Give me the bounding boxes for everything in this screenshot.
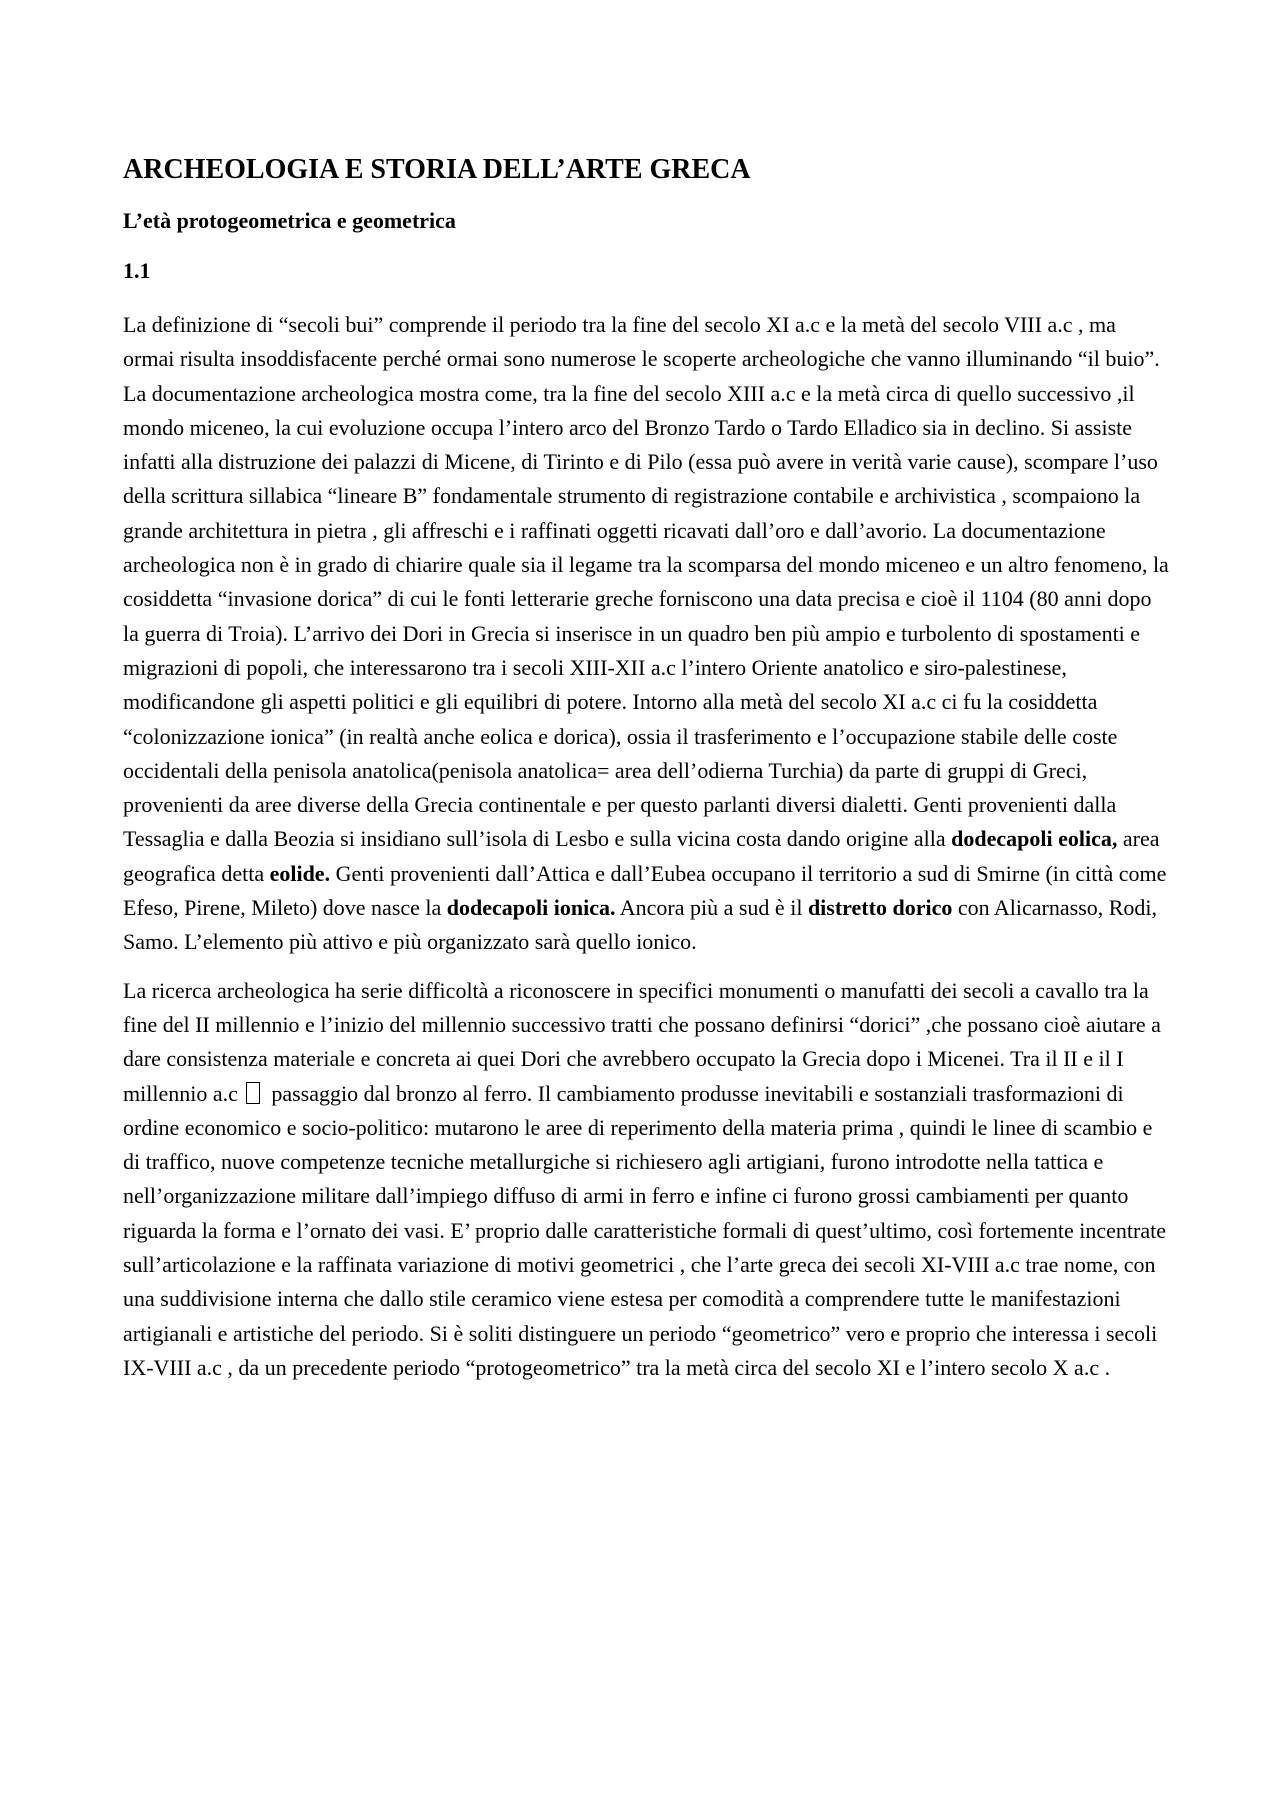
paragraph-1 <box>123 308 1169 960</box>
document-page <box>123 150 1169 1399</box>
paragraph-1-text-1: La definizione di “secoli bui” comprende il periodo tra la fine del secolo XI a.c e la metà del secolo VIII a.c , ma ormai risulta insoddisfacente perché ormai sono numerose le scoperte archeologiche che vanno illuminando “il buio”. La documentazione archeologica mostra come, tra la fine del secolo XIII a.c e la metà circa di quello successivo ,il mondo miceneo, la cui evoluzione occupa l’intero arco del Bronzo Tardo o Tardo Elladico sia in declino. Si assiste infatti alla distruzione dei palazzi di Micene, di Tirinto e di Pilo (essa può avere in verità varie cause), scompare l’uso della scrittura sillabica “lineare B” fondamentale strumento di registrazione contabile e archivistica , scompaiono la grande architettura in pietra , gli affreschi e i raffinati oggetti ricavati dall’oro e dall’avorio. La documentazione archeologica non è in grado di chiarire quale sia il legame tra la scomparsa del mondo miceneo e un altro fenomeno, la cosiddetta “invasione dorica” di cui le fonti letterarie greche forniscono una data precisa e cioè il 1104 (80 anni dopo la guerra di Troia). L’arrivo dei Dori in Grecia si inserisce in un quadro ben più ampio e turbolento di spostamenti e migrazioni di popoli, che interessarono tra i secoli XIII-XII a.c l’intero Oriente anatolico e siro-palestinese, modificandone gli aspetti politici e gli equilibri di potere. Intorno alla metà del secolo XI a.c ci fu la cosiddetta “colonizzazione ionica” (in realtà anche eolica e dorica), ossia il trasferimento e l’occupazione stabile delle coste occidentali della penisola anatolica(penisola anatolica= area dell’odierna Turchia) da parte di gruppi di Greci, provenienti da aree diverse della Grecia continentale e per questo parlanti diversi dialetti. Genti provenienti dalla Tessaglia e dalla Beozia si insidiano sull’isola di Lesbo e sulla vicina costa dando origine alla <box>123 312 1169 852</box>
paragraph-1-text-4: Ancora più a sud è il <box>615 895 808 921</box>
section-number: 1.1 <box>123 258 151 283</box>
paragraph-2-text-1: La ricerca archeologica ha serie difficoltà a riconoscere in specifici monumenti o manufatti dei secoli a cavallo tra la fine del II millennio e l’inizio del millennio successivo tratti che possano definirsi “dorici” ,che possano cioè aiutare a dare consistenza materiale e concreta ai quei Dori che avrebbero occupato la Grecia dopo i Micenei. Tra il II e il I millennio a.c <box>123 977 1161 1106</box>
paragraph-2 <box>123 974 1169 1386</box>
document-title: ARCHEOLOGIA E STORIA DELL’ARTE GRECA <box>123 154 751 185</box>
term-dodecapoli-eolica: dodecapoli eolica, <box>951 826 1118 852</box>
paragraph-1-text-3: Genti provenienti dall’Attica e dall’Eubea occupano il territorio a sud di Smirne (in città come Efeso, Pirene, Mileto) dove nasce la <box>123 860 1167 921</box>
term-dodecapoli-ionica: dodecapoli ionica. <box>446 895 616 921</box>
paragraph-1-text-2: area geografica detta <box>123 826 1160 886</box>
paragraph-2-text-2: passaggio dal bronzo al ferro. Il cambiamento produsse inevitabili e sostanziali trasformazioni di ordine economico e socio-politico: mutarono le aree di reperimento della materia prima , quindi le linee di scambio e di traffico, nuove competenze tecniche metallurgiche si richiesero agli artigiani, furono introdotte nella tattica e nell’organizzazione militare dall’impiego diffuso di armi in ferro e infine ci furono grossi cambiamenti per quanto riguarda la forma e l’ornato dei vasi. E’ proprio dalle caratteristiche formali di quest’ultimo, così fortemente incentrate sull’articolazione e la raffinata variazione di motivi geometrici , che l’arte greca dei secoli XI-VIII a.c trae nome, con una suddivisione interna che dallo stile ceramico viene estesa per comodità a comprendere tutte le manifestazioni artigianali e artistiche del periodo. Si è soliti distinguere un periodo “geometrico” vero e proprio che interessa i secoli IX-VIII a.c , da un precedente periodo “protogeometrico” tra la metà circa del secolo XI e l’intero secolo X a.c . <box>123 1080 1166 1380</box>
term-eolide: eolide. <box>269 860 331 886</box>
paragraph-1-text-5: con Alicarnasso, Rodi, Samo. L’elemento più attivo e più organizzato sarà quello ionico. <box>123 895 1158 955</box>
missing-glyph-arrow-icon <box>246 1082 260 1104</box>
term-distretto-dorico: distretto dorico <box>807 895 953 921</box>
document-subtitle: L’età protogeometrica e geometrica <box>123 208 456 233</box>
